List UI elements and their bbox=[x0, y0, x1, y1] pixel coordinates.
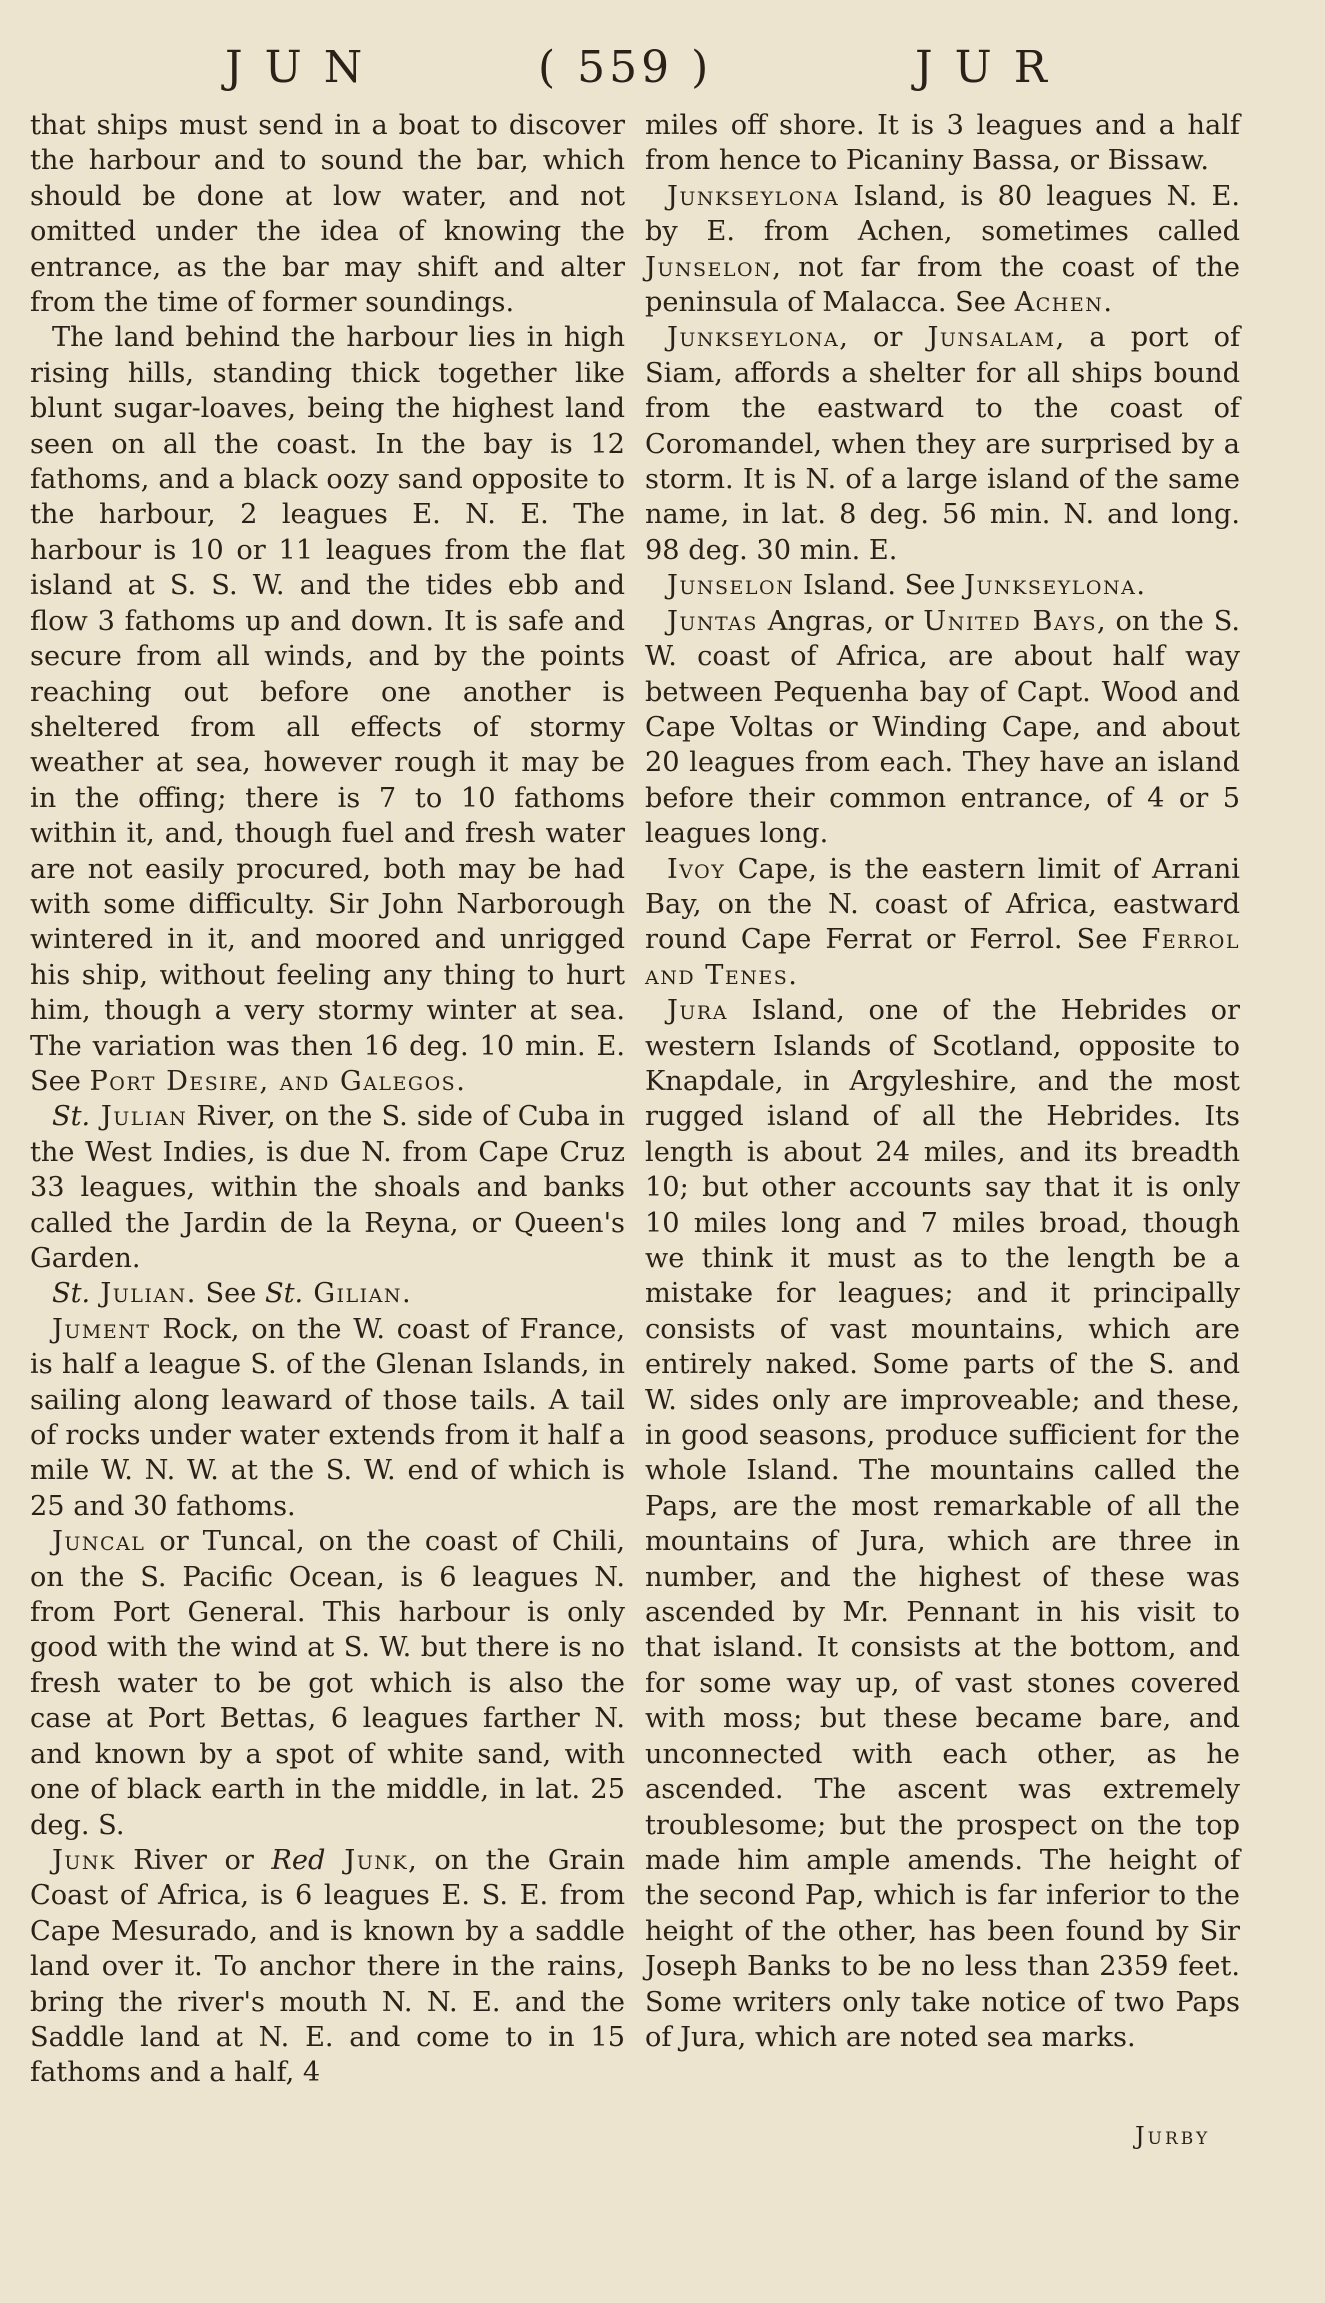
entry-continuation: miles off shore. It is 3 leagues and a half from hence to Picaniny Bassa, or Bissaw. bbox=[645, 110, 1240, 177]
running-head-left: J U N bbox=[225, 42, 367, 93]
right-column bbox=[645, 108, 1240, 2055]
entry-junkseylona-island: Junkseylona Island, is 80 leagues N. E. by E. from Achen, sometimes called Junselon, not far from the coast of the peninsula of Malacca. See Achen. bbox=[645, 180, 1240, 319]
entry-continuation: that ships must send in a boat to discover the harbour and to sound the bar, which should be done at low water, and not omitted under the idea of knowing the entrance, as the bar may shift and alter from the time of former soundings. bbox=[30, 110, 625, 319]
page-header bbox=[0, 38, 1325, 98]
page-number: ( 559 ) bbox=[538, 42, 713, 93]
running-head-right: J U R bbox=[915, 42, 1051, 93]
entry-ivoy: Ivoy Cape, is the eastern limit of Arrani Bay, on the N. coast of Africa, eastward round Cape Ferrat or Ferrol. See Ferrol and Tenes. bbox=[645, 853, 1240, 991]
entry-juntas: Juntas Angras, or United Bays, on the S. W. coast of Africa, are about half way between Pequenha bay of Capt. Wood and Cape Voltas or Winding Cape, and about 20 leagues from each. They have an island before their common entrance, of 4 or 5 leagues long. bbox=[645, 605, 1240, 850]
entry-junselon: Junselon Island. See Junkseylona. bbox=[667, 570, 1147, 602]
entry-jument: Jument Rock, on the W. coast of France, is half a league S. of the Glenan Islands, in sailing along leaward of those tails. A tail of rocks under water extends from it half a mile W. N. W. at the S. W. end of which is 25 and 30 fathoms. bbox=[30, 1313, 625, 1522]
catchword: Jurby bbox=[1135, 2122, 1211, 2150]
entry-junk: Junk River or Red Junk, on the Grain Coast of Africa, is 6 leagues E. S. E. from Cape Mesurado, and is known by a saddle land over it. To anchor there in the rains, bring the river's mouth N. N. E. and the Saddle land at N. E. and come to in 15 fathoms and a half, 4 bbox=[30, 1844, 626, 2089]
entry-st-julian-river: St. Julian River, on the S. side of Cuba in the West Indies, is due N. from Cape Cruz 33 leagues, within the shoals and banks called the Jardin de la Reyna, or Queen's Garden. bbox=[30, 1101, 625, 1274]
entry-st-julian: St. Julian. See St. Gilian. bbox=[52, 1278, 413, 1310]
left-column bbox=[30, 108, 625, 2091]
entry-paragraph: The land behind the harbour lies in high rising hills, standing thick together like blunt sugar-loaves, being the highest land seen on all the coast. In the bay is 12 fathoms, and a black oozy sand opposite to the harbour, 2 leagues E. N. E. The harbour is 10 or 11 leagues from the flat island at S. S. W. and the tides ebb and flow 3 fathoms up and down. It is safe and secure from all winds, and by the points reaching out before one another is sheltered from all effects of stormy weather at sea, however rough it may be in the offing; there is 7 to 10 fathoms within it, and, though fuel and fresh water are not easily procured, both may be had with some difficulty. Sir John Narborough wintered in it, and moored and unrigged his ship, without feeling any thing to hurt him, though a very stormy winter at sea. The variation was then 16 deg. 10 min. E. See Port Desire, and Galegos. bbox=[30, 322, 625, 1097]
entry-juncal: Juncal or Tuncal, on the coast of Chili, on the S. Pacific Ocean, is 6 leagues N. from Port General. This harbour is only good with the wind at S. W. but there is no fresh water to be got which is also the case at Port Bettas, 6 leagues farther N. and known by a spot of white sand, with one of black earth in the middle, in lat. 25 deg. S. bbox=[30, 1526, 625, 1841]
entry-jura: Jura Island, one of the Hebrides or western Islands of Scotland, opposite to Knapdale, in Argyleshire, and the most rugged island of all the Hebrides. Its length is about 24 miles, and its breadth 10; but other accounts say that it is only 10 miles long and 7 miles broad, though we think it must as to the length be a mistake for leagues; and it principally consists of vast mountains, which are entirely naked. Some parts of the S. and W. sides only are improveable; and these, in good seasons, produce sufficient for the whole Island. The mountains called the Paps, are the most remarkable of all the mountains of Jura, which are three in number, and the highest of these was ascended by Mr. Pennant in his visit to that island. It consists at the bottom, and for some way up, of vast stones covered with moss; but these became bare, and unconnected with each other, as he ascended. The ascent was extremely troublesome; but the prospect on the top made him ample amends. The height of the second Pap, which is far inferior to the height of the other, has been found by Sir Joseph Banks to be no less than 2359 feet. Some writers only take notice of two Paps of Jura, which are noted sea marks. bbox=[645, 995, 1240, 2053]
entry-junkseylona-port: Junkseylona, or Junsalam, a port of Siam, affords a shelter for all ships bound from the eastward to the coast of Coromandel, when they are surprised by a storm. It is N. of a large island of the same name, in lat. 8 deg. 56 min. N. and long. 98 deg. 30 min. E. bbox=[645, 322, 1241, 566]
